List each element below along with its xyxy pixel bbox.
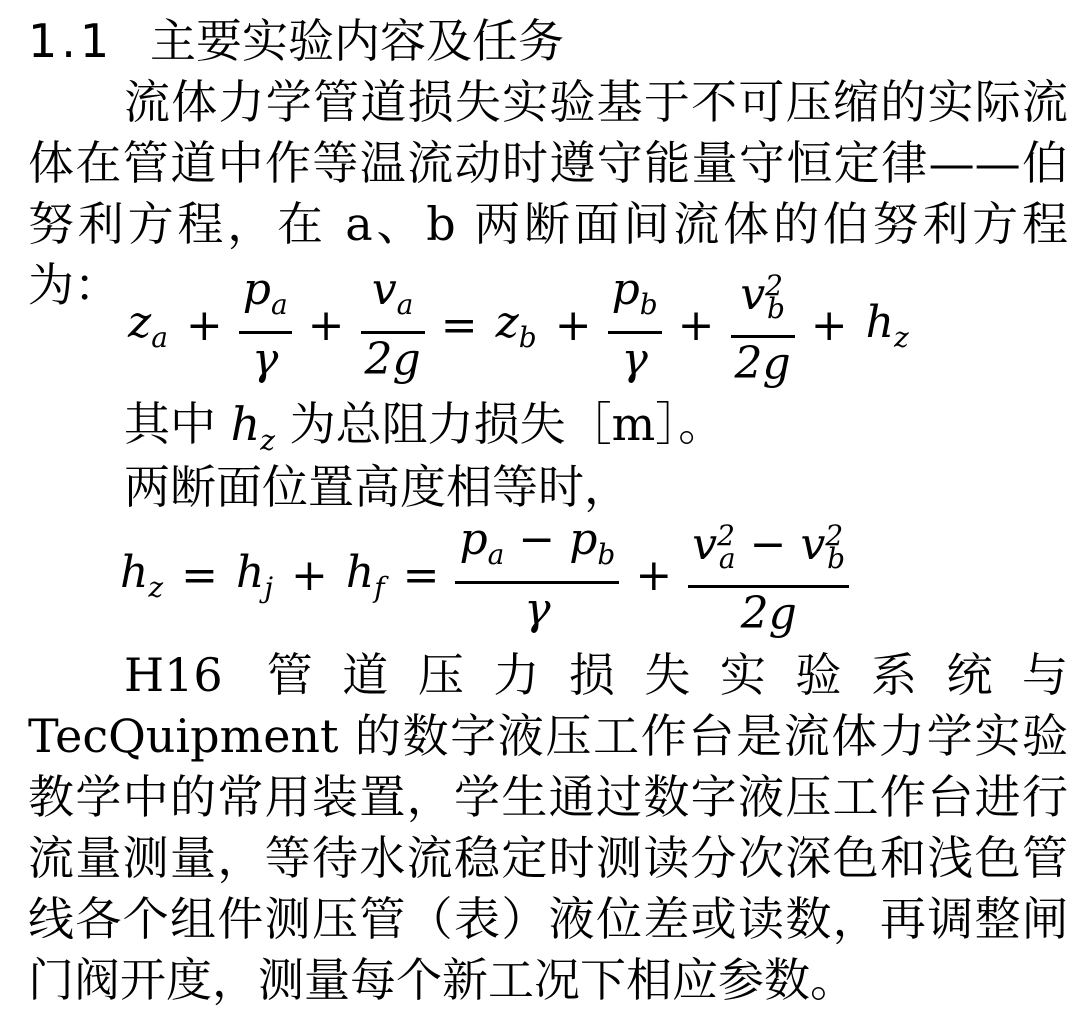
fraction-velocity-diff: $\frac{v^2_a - v^2_b}{2g}$ xyxy=(688,510,849,641)
plus-sign: + xyxy=(307,299,345,351)
plus-sign: + xyxy=(185,299,223,351)
bernoulli-equation xyxy=(120,264,917,390)
plus-sign: + xyxy=(635,549,673,601)
equals-sign: = xyxy=(181,549,218,601)
fraction-vb2-2g: $\frac{v^2_b}{2g}$ xyxy=(731,260,795,391)
equals-sign: = xyxy=(440,299,478,351)
section-title: 主要实验内容及任务 xyxy=(150,14,564,68)
fraction-pressure-diff: $\frac{p_a - p_b}{\gamma}$ xyxy=(455,514,619,636)
fraction-va-2g: $\frac{v_a}{2g}$ xyxy=(361,264,425,386)
fraction-pb-gamma: $\frac{p_b}{\gamma}$ xyxy=(608,264,662,386)
head-loss-equation xyxy=(120,514,855,640)
term-hj: $h_j$ xyxy=(235,546,274,604)
equal-height-line: 两断面位置高度相等时， xyxy=(124,460,630,514)
term-zb: $z_b$ xyxy=(495,296,537,354)
plus-sign: + xyxy=(677,299,715,351)
term-hz: $h_z$ xyxy=(865,296,909,354)
term-hz: $h_z$ xyxy=(120,546,164,604)
equals-sign: = xyxy=(402,549,440,601)
plus-sign: + xyxy=(554,299,592,351)
plus-sign: + xyxy=(810,299,848,351)
paragraph-bernoulli-intro: 流体力学管道损失实验基于不可压缩的实际流体在管道中作等温流动时遵守能量守恒定律——伯努利方程，在 a、b 两断面间流体的伯努利方程为： xyxy=(28,75,1068,312)
fraction-pa-gamma: $\frac{p_a}{\gamma}$ xyxy=(239,264,292,386)
section-number: 1.1 xyxy=(28,14,114,68)
term-hf: $h_f$ xyxy=(345,546,385,604)
where-line: 其中 $h_z$ 为总阻力损失［m］。 xyxy=(124,397,725,458)
term-za: $z_a$ xyxy=(128,296,168,354)
section-heading xyxy=(28,12,564,70)
plus-sign: + xyxy=(291,549,328,601)
paragraph-h16-system: H16 管道压力损失实验系统与 TecQuipment 的数字液压工作台是流体力学实验教学中的常用装置，学生通过数字液压工作台进行流量测量，等待水流稳定时测读分次深色和浅色管线各个组件测压管（表）液位差或读数，再调整闸门阀开度，测量每个新工况下相应参数。 xyxy=(28,648,1068,1007)
